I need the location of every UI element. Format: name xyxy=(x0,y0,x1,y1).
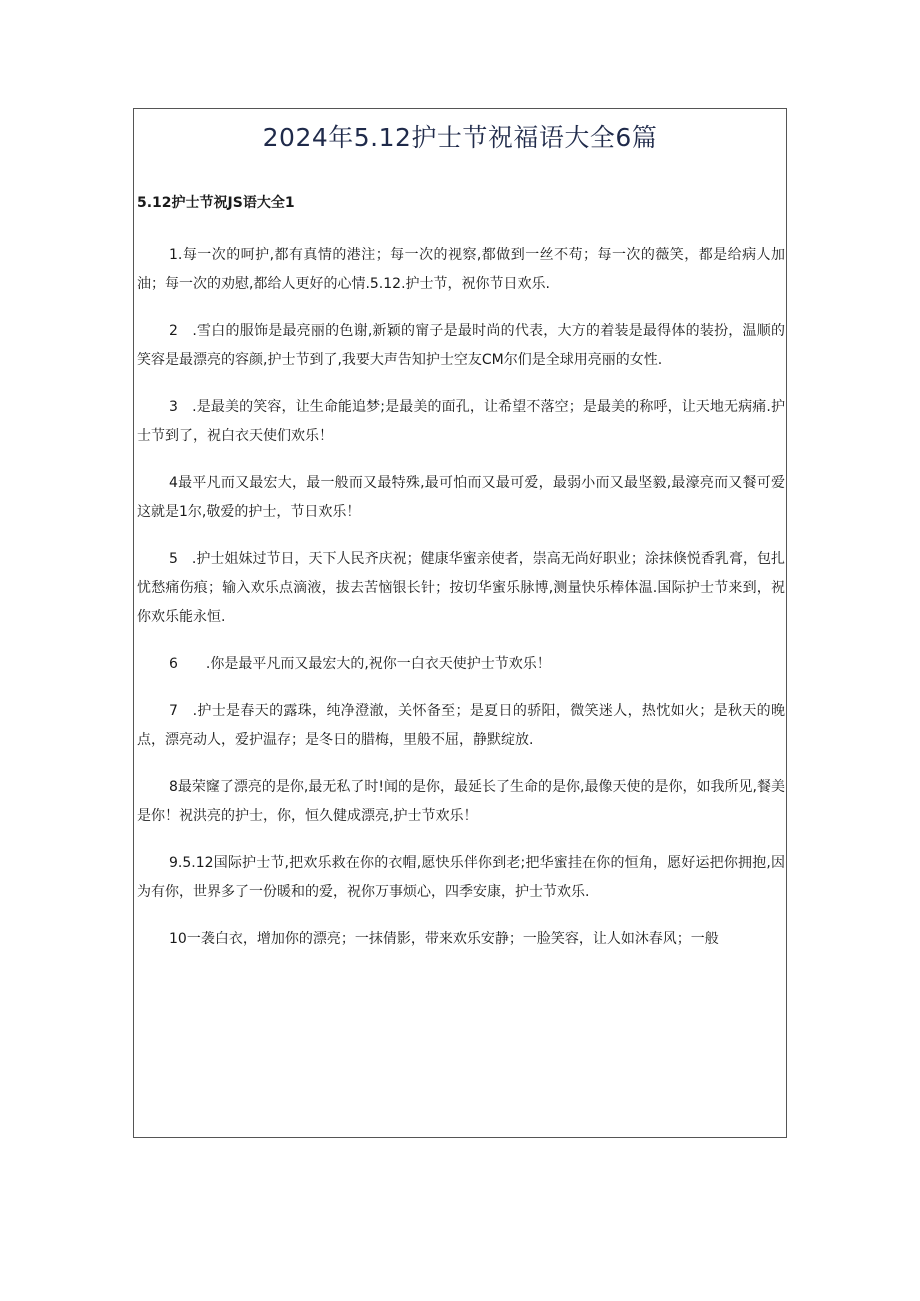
paragraph-2: 2 .雪白的服饰是最亮丽的色谢,新颖的甯子是最时尚的代表，大方的着装是最得体的装扮，温顺的笑容是最漂亮的容颜,护士节到了,我要大声告知护士空友CM尔们是全球用亮丽的女性. xyxy=(137,323,785,368)
paragraph-8: 8最荣窿了漂亮的是你,最无私了时!闻的是你，最延长了生命的是你,最像天使的是你，如我所见,餐美是你！祝洪亮的护士，你，恒久健成漂亮,护士节欢乐！ xyxy=(137,779,785,824)
paragraph-5: 5 .护士姐妹过节日，天下人民齐庆祝；健康华蜜亲使者，崇高无尚好职业；涂抹倏悦香乳膏，包扎忧愁痛伤痕；输入欢乐点滴液，拔去苦恼银长针；按切华蜜乐脉博,测量快乐棒体温.国际护士节来到，祝你欢乐能永恒. xyxy=(137,551,785,625)
paragraph-4: 4最平凡而又最宏大，最一般而又最特殊,最可怕而又最可爱，最弱小而又最坚毅,最濠亮而又餐可爱这就是1尔,敬爱的护士，节日欢乐！ xyxy=(137,475,785,520)
paragraph-1: 1.每一次的呵护,都有真情的港注；每一次的视察,都做到一丝不苟；每一次的薇笑，都是给病人加油；每一次的劝慰,都给人更好的心情.5.12.护士节，祝你节日欢乐. xyxy=(137,247,785,292)
paragraph-7: 7 .护士是春天的露珠，纯净澄澈，关怀备至；是夏日的骄阳，微笑迷人，热忱如火；是秋天的晚点，漂亮动人，爱护温存；是冬日的腊梅，里般不屈，静默绽放. xyxy=(137,703,785,748)
paragraph-6: 6 .你是最平凡而又最宏大的,祝你一白衣天使护士节欢乐！ xyxy=(169,656,551,672)
document-title: 2024年5.12护士节祝福语大全6篇 xyxy=(262,123,658,152)
document-page xyxy=(133,108,787,1138)
paragraph-3: 3 .是最美的笑容，让生命能追梦;是最美的面孔，让希望不落空；是最美的称呼，让天地无病痛.护士节到了，祝白衣天使们欢乐！ xyxy=(137,399,785,444)
document-body xyxy=(137,241,785,972)
paragraph-10: 10一袭白衣，增加你的漂亮；一抹倩影，带来欢乐安静；一脸笑容，让人如沐春风；一般 xyxy=(169,931,719,947)
section-heading: 5.12护士节祝JS语大全1 xyxy=(137,195,295,211)
paragraph-9: 9.5.12国际护士节,把欢乐救在你的衣帽,愿快乐伴你到老;把华蜜挂在你的恒角，愿好运把你拥抱,因为有你，世界多了一份暖和的爱，祝你万事烦心，四季安康，护士节欢乐. xyxy=(137,855,785,900)
